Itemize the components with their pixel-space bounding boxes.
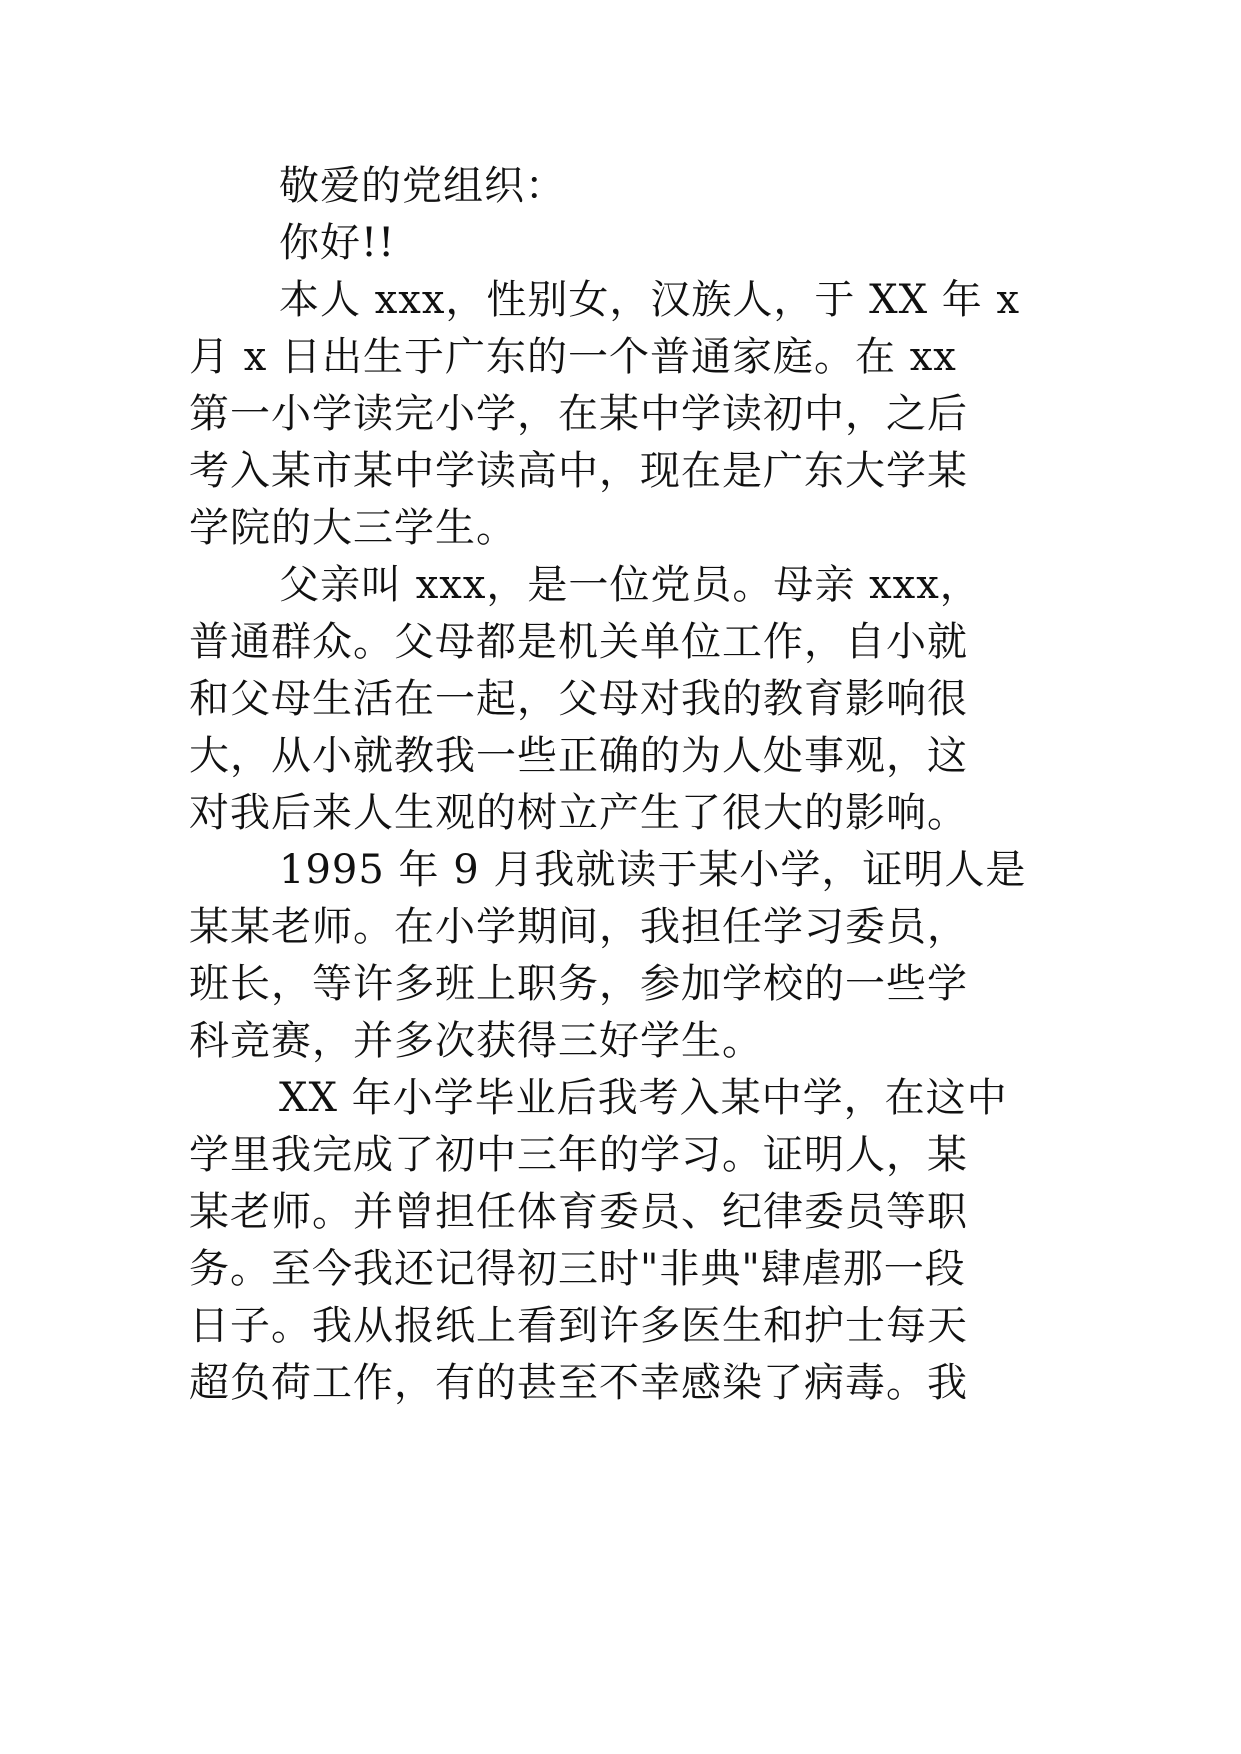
greeting-line: 你好!! — [279, 220, 396, 266]
document-body — [189, 158, 1059, 1412]
paragraph-line: 班长，等许多班上职务，参加学校的一些学 — [189, 961, 968, 1007]
paragraph-line: 对我后来人生观的树立产生了很大的影响。 — [189, 790, 968, 836]
paragraph-line: 和父母生活在一起，父母对我的教育影响很 — [189, 676, 968, 722]
paragraph-line: 考入某市某中学读高中，现在是广东大学某 — [189, 448, 968, 494]
paragraph-line: 1995 年 9 月我就读于某小学，证明人是 — [279, 847, 1027, 893]
paragraph-line: 日子。我从报纸上看到许多医生和护士每天 — [189, 1303, 968, 1349]
paragraph-line: 普通群众。父母都是机关单位工作，自小就 — [189, 619, 968, 665]
paragraph-line: 某老师。并曾担任体育委员、纪律委员等职 — [189, 1189, 968, 1235]
paragraph-line: 某某老师。在小学期间，我担任学习委员， — [189, 904, 968, 950]
paragraph-line: 父亲叫 xxx，是一位党员。母亲 xxx， — [279, 562, 981, 608]
paragraph-line: 学院的大三学生。 — [189, 505, 517, 551]
paragraph-line: 月 x 日出生于广东的一个普通家庭。在 xx — [189, 334, 957, 380]
paragraph-line: 本人 xxx，性别女，汉族人，于 XX 年 x — [279, 277, 1021, 323]
paragraph-line: 大，从小就教我一些正确的为人处事观，这 — [189, 733, 968, 779]
paragraph-line: 第一小学读完小学，在某中学读初中，之后 — [189, 391, 968, 437]
salutation-line: 敬爱的党组织： — [279, 163, 566, 209]
paragraph-line: 学里我完成了初中三年的学习。证明人，某 — [189, 1132, 968, 1178]
paragraph-line: 务。至今我还记得初三时"非典"肆虐那一段 — [189, 1246, 966, 1292]
paragraph-line: 科竞赛，并多次获得三好学生。 — [189, 1018, 763, 1064]
paragraph-line: XX 年小学毕业后我考入某中学，在这中 — [279, 1075, 1008, 1121]
paragraph-line: 超负荷工作，有的甚至不幸感染了病毒。我 — [189, 1360, 968, 1406]
